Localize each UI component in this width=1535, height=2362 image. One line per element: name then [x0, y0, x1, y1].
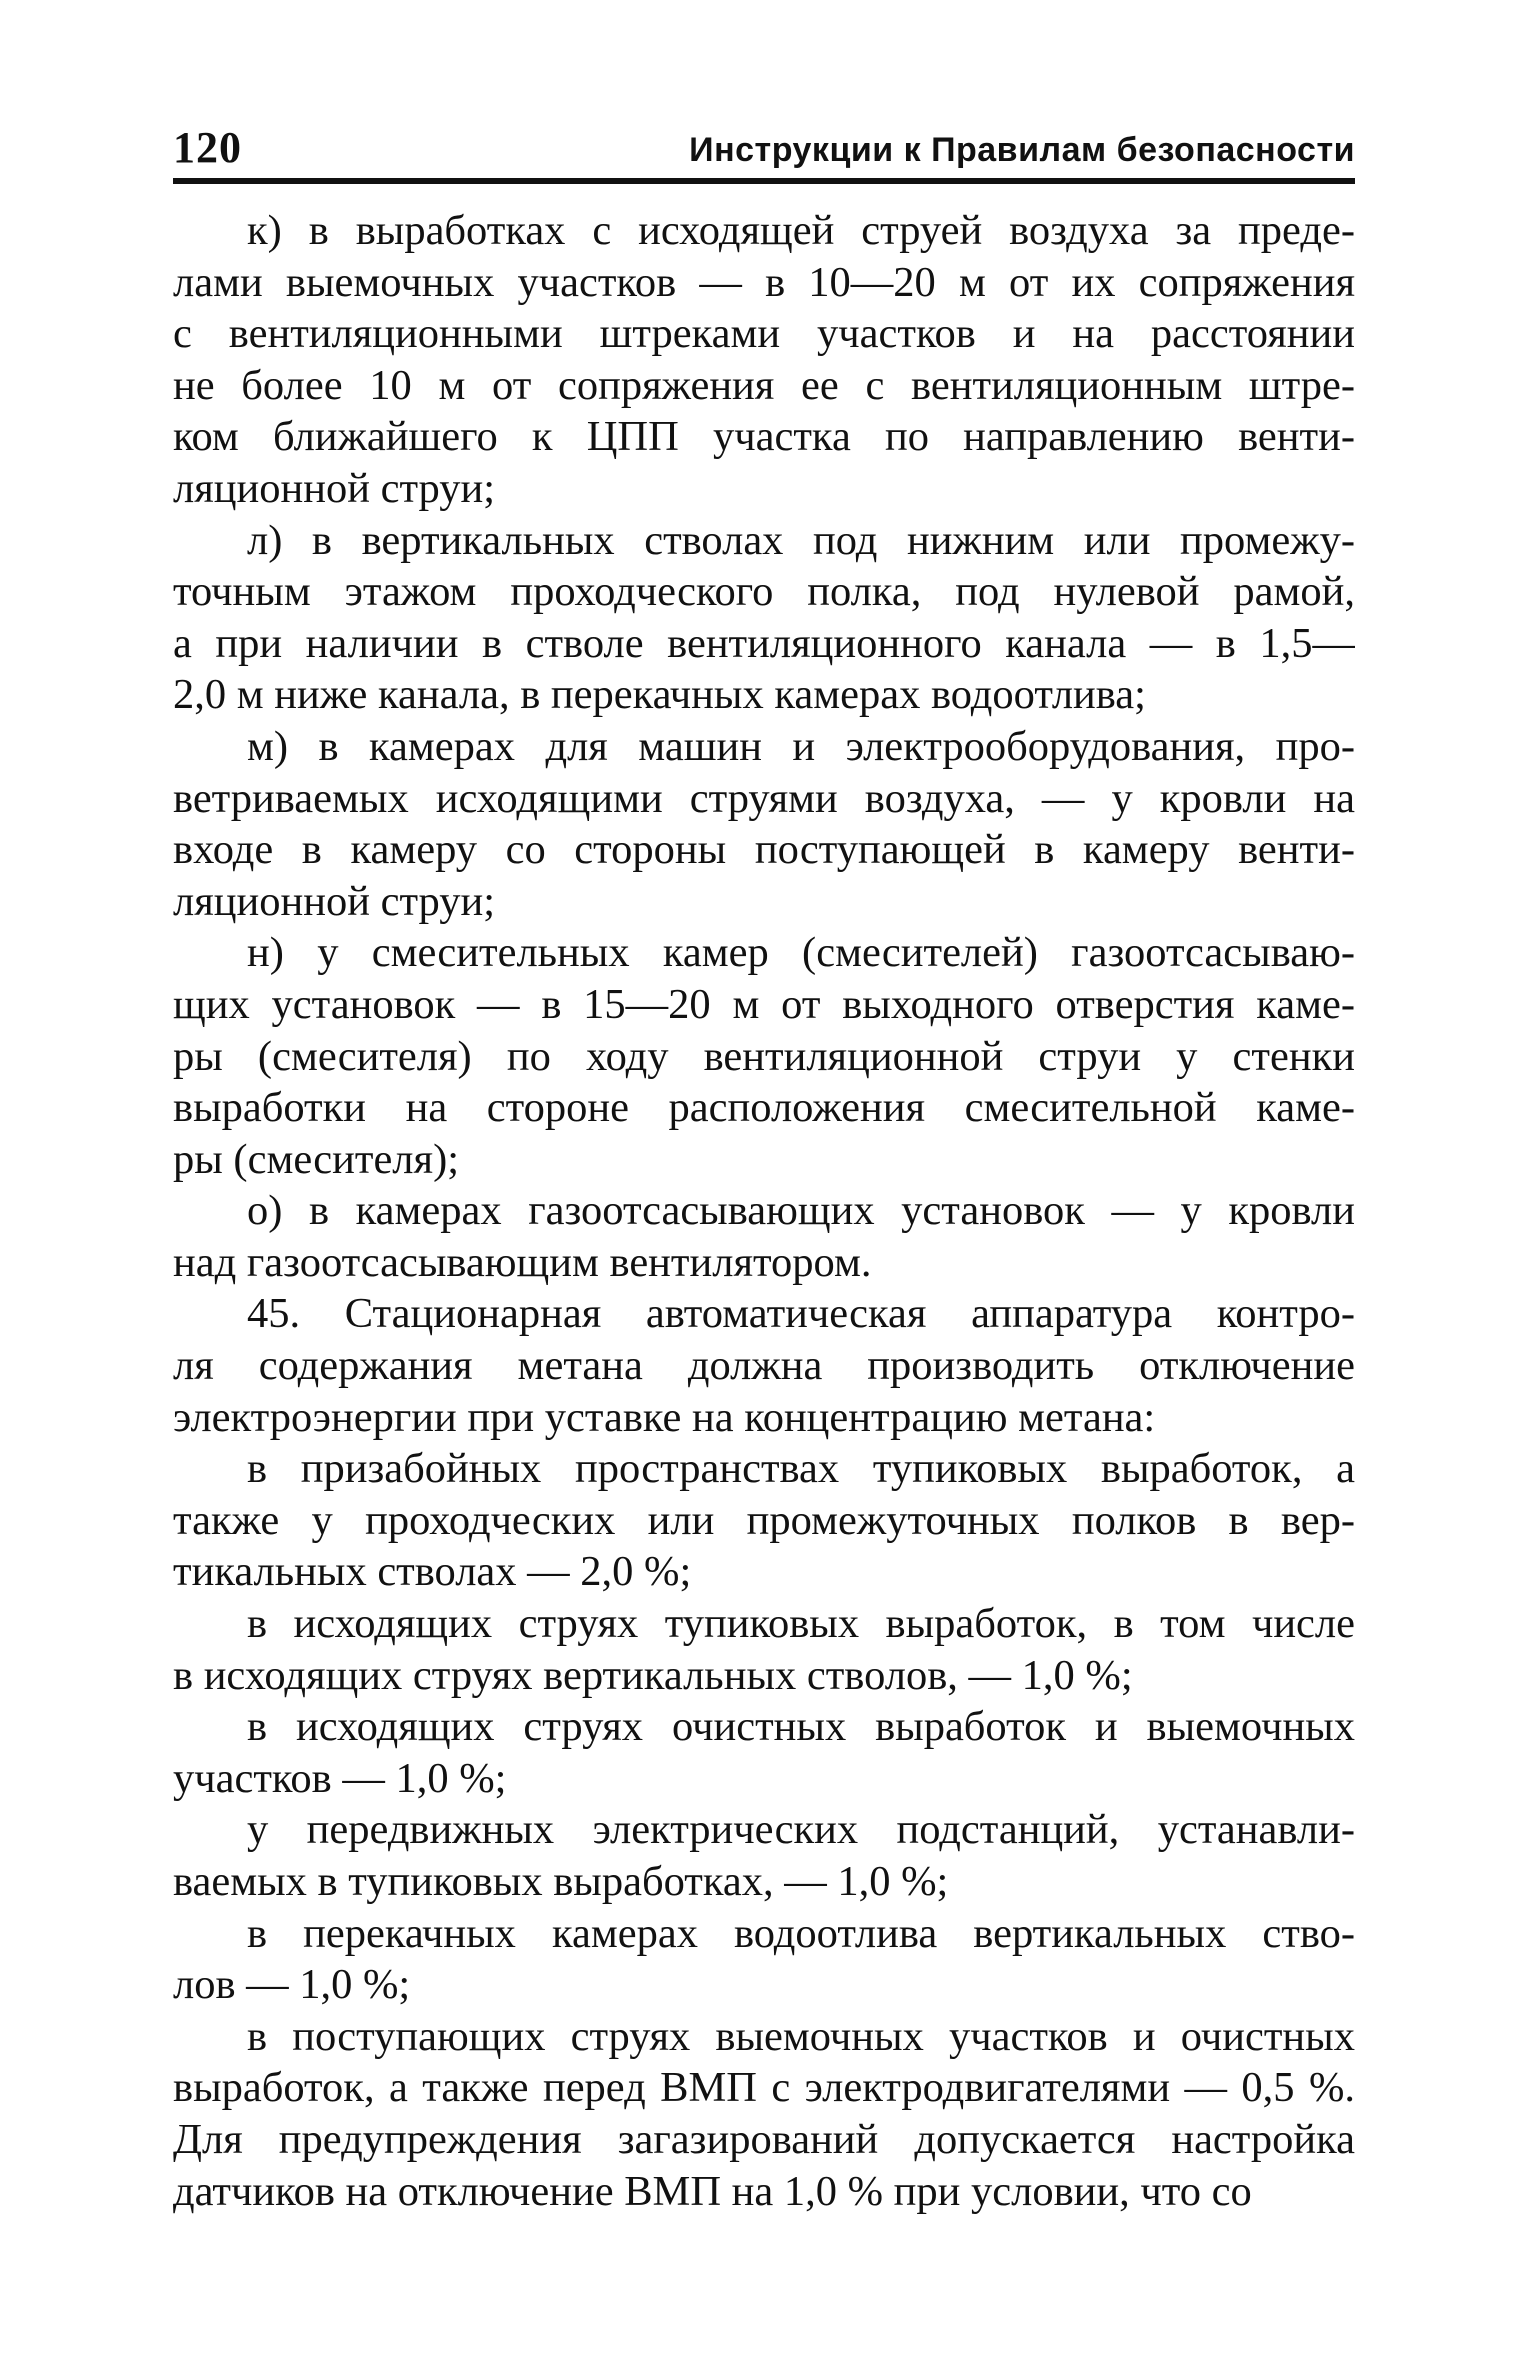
- paragraph: [173, 1908, 1355, 2011]
- text-line: не более 10 м от сопряжения ее с вентиляционным штре-: [173, 361, 1355, 409]
- text-line: датчиков на отключение ВМП на 1,0 % при условии, что со: [173, 2167, 1252, 2215]
- paragraph: [173, 1804, 1355, 1907]
- text-line: Для предупреждения загазирований допускается настройка: [173, 2115, 1355, 2163]
- text-line: у передвижных электрических подстанций, устанавли-: [247, 1806, 1355, 1854]
- paragraph: [173, 1701, 1355, 1804]
- paragraph: [173, 1288, 1355, 1443]
- text-line: над газоотсасывающим вентилятором.: [173, 1238, 872, 1286]
- text-line: с вентиляционными штреками участков и на расстоянии: [173, 310, 1355, 358]
- text-line: о) в камерах газоотсасывающих установок — у кровли: [247, 1187, 1355, 1235]
- text-line: входе в камеру со стороны поступающей в камеру венти-: [173, 826, 1355, 874]
- text-line: 2,0 м ниже канала, в перекачных камерах водоотлива;: [173, 671, 1146, 719]
- text-line: также у проходческих или промежуточных полков в вер-: [173, 1496, 1355, 1544]
- page-number: 120: [173, 123, 242, 172]
- text-line: к) в выработках с исходящей струей воздуха за преде-: [247, 207, 1355, 254]
- paragraph: [173, 1185, 1355, 1288]
- header-rule: [173, 178, 1355, 184]
- paragraph: [173, 2011, 1355, 2217]
- paragraph: [173, 1443, 1355, 1598]
- text-line: тикальных стволах — 2,0 %;: [173, 1548, 692, 1596]
- paragraph: [173, 515, 1355, 721]
- text-line: м) в камерах для машин и электрооборудования, про-: [247, 722, 1355, 770]
- text-line: н) у смесительных камер (смесителей) газоотсасываю-: [247, 929, 1355, 977]
- text-line: лами выемочных участков — в 10—20 м от их сопряжения: [173, 258, 1355, 306]
- text-line: ляционной струи;: [173, 464, 496, 512]
- text-line: ком ближайшего к ЦПП участка по направлению венти-: [173, 413, 1355, 461]
- text-line: в исходящих струях очистных выработок и выемочных: [247, 1703, 1355, 1751]
- text-line: л) в вертикальных стволах под нижним или промежу-: [247, 516, 1355, 564]
- body-text: [173, 205, 1355, 2217]
- text-line: выработки на стороне расположения смесительной каме-: [173, 1084, 1355, 1132]
- text-line: ваемых в тупиковых выработках, — 1,0 %;: [173, 1858, 949, 1905]
- text-line: в призабойных пространствах тупиковых выработок, а: [247, 1445, 1355, 1493]
- text-line: 45. Стационарная автоматическая аппаратура контро-: [247, 1290, 1355, 1338]
- text-line: точным этажом проходческого полка, под нулевой рамой,: [173, 568, 1355, 616]
- running-title: Инструкции к Правилам безопасности: [689, 131, 1355, 169]
- text-line: электроэнергии при уставке на концентрацию метана:: [173, 1393, 1156, 1441]
- paragraph: [173, 1598, 1355, 1701]
- text-line: в поступающих струях выемочных участков и очистных: [247, 2012, 1355, 2060]
- text-line: ры (смесителя);: [173, 1135, 460, 1183]
- text-line: в исходящих струях вертикальных стволов, — 1,0 %;: [173, 1651, 1133, 1699]
- text-line: ляционной струи;: [173, 877, 496, 925]
- text-line: ветриваемых исходящими струями воздуха, — у кровли на: [173, 774, 1355, 822]
- text-line: ры (смесителя) по ходу вентиляционной струи у стенки: [173, 1032, 1355, 1080]
- page-header: [173, 120, 1355, 180]
- paragraph: [173, 205, 1355, 515]
- text-line: ля содержания метана должна производить отключение: [173, 1342, 1355, 1390]
- text-line: в перекачных камерах водоотлива вертикальных ство-: [247, 1909, 1355, 1957]
- paragraph: [173, 927, 1355, 1185]
- text-line: щих установок — в 15—20 м от выходного отверстия каме-: [173, 980, 1355, 1028]
- text-line: лов — 1,0 %;: [173, 1961, 411, 2009]
- paragraph: [173, 721, 1355, 927]
- text-line: в исходящих струях тупиковых выработок, в том числе: [247, 1600, 1355, 1648]
- text-line: а при наличии в стволе вентиляционного канала — в 1,5—: [173, 619, 1355, 667]
- text-line: выработок, а также перед ВМП с электродвигателями — 0,5 %.: [173, 2064, 1355, 2112]
- text-line: участков — 1,0 %;: [173, 1754, 507, 1802]
